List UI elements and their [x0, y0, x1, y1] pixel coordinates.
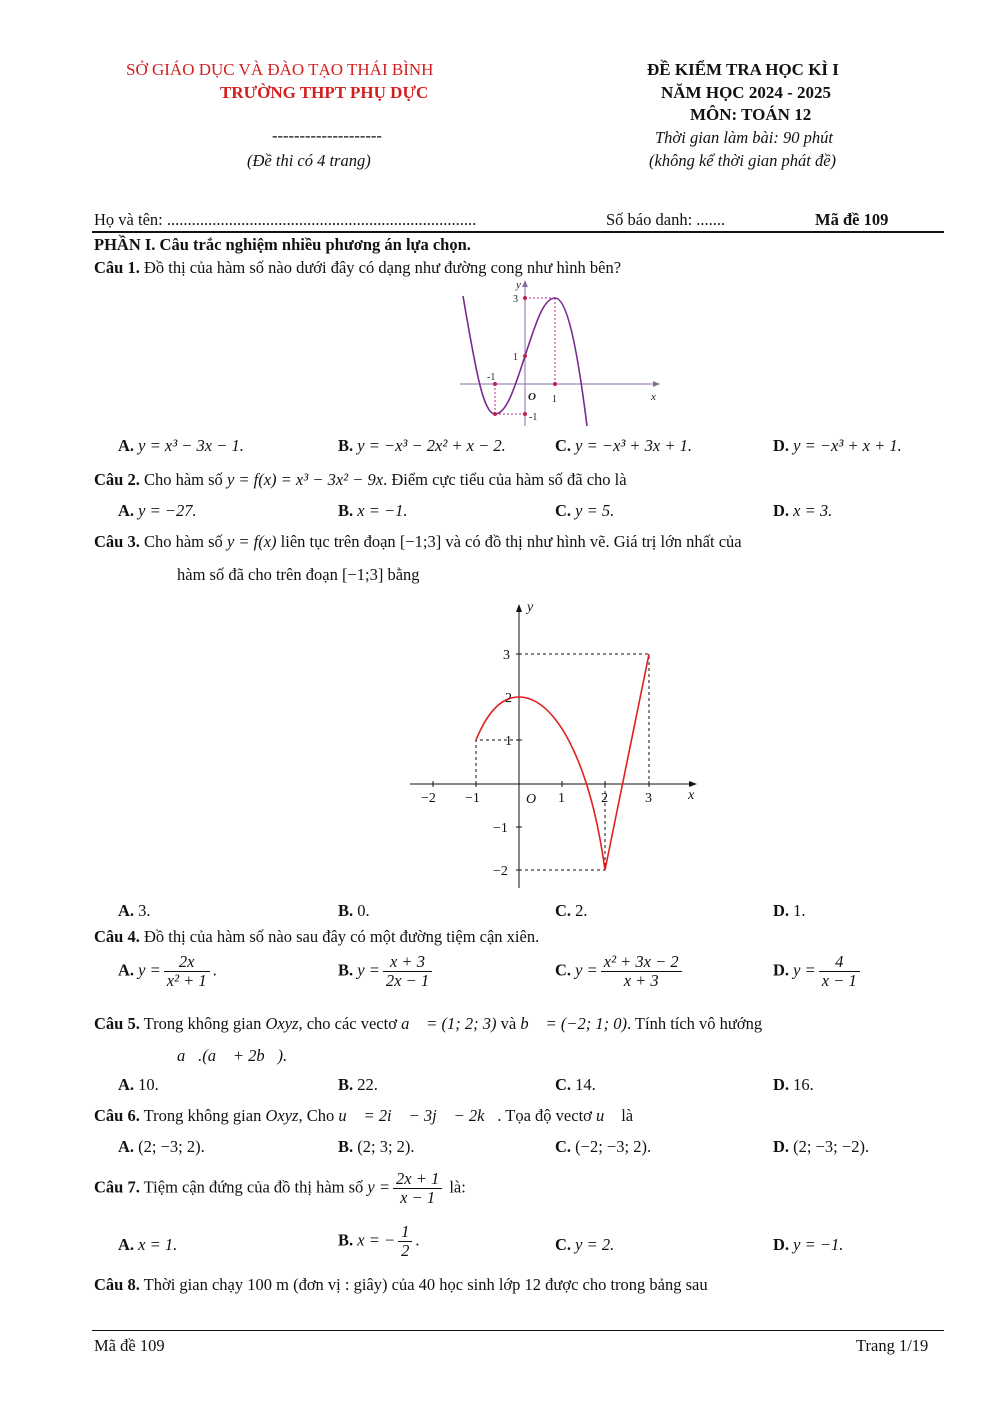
- q3-option-c[interactable]: C. 2.: [555, 901, 588, 920]
- svg-text:3: 3: [503, 648, 510, 663]
- q4-option-a[interactable]: A. y = $\frac{2x}{\text{x² + 1}}$ .: [118, 952, 217, 990]
- header-rule: [92, 231, 944, 233]
- svg-text:−2: −2: [421, 791, 436, 806]
- footer-rule: [92, 1330, 944, 1331]
- svg-text:1: 1: [558, 791, 565, 806]
- subject: MÔN: TOÁN 12: [690, 105, 812, 124]
- question-2: Câu 2. Cho hàm số y = f(x) = x³ − 3x² − 9x. Điểm cực tiểu của hàm số đã cho là: [94, 470, 627, 489]
- x-label: x: [688, 788, 695, 803]
- question-3: Câu 3. Cho hàm số y = f(x) liên tục trên đoạn [−1;3] và có đồ thị như hình vẽ. Giá trị lớn nhất của: [94, 532, 742, 551]
- y-label: y: [527, 600, 534, 615]
- q7-option-b[interactable]: B. x = − $\frac{1}{2}$ .: [338, 1222, 420, 1260]
- function-curve: [476, 654, 649, 870]
- question-number: Câu 1.: [94, 258, 140, 277]
- origin-label: O: [526, 792, 537, 807]
- pages-note: (Đề thi có 4 trang): [247, 151, 371, 170]
- page-number: Trang 1/19: [856, 1336, 929, 1355]
- student-id-label: Số báo danh: .......: [606, 210, 726, 229]
- q7-option-a[interactable]: A. x = 1.: [118, 1235, 178, 1254]
- x-axis-arrow: [653, 381, 660, 387]
- x-label: x: [651, 391, 656, 403]
- q6-option-b[interactable]: B. (2; 3; 2).: [338, 1137, 415, 1156]
- q3-option-b[interactable]: B. 0.: [338, 901, 370, 920]
- q5-option-b[interactable]: B. 22.: [338, 1075, 378, 1094]
- q2-option-b[interactable]: B. x = −1.: [338, 501, 408, 520]
- question-3-line2: hàm số đã cho trên đoạn [−1;3] bằng: [177, 565, 420, 584]
- q7-option-d[interactable]: D. y = −1.: [773, 1235, 844, 1254]
- footer-code: Mã đề 109: [94, 1336, 165, 1355]
- q5-option-d[interactable]: D. 16.: [773, 1075, 814, 1094]
- q3-option-d[interactable]: D. 1.: [773, 901, 806, 920]
- school-year: NĂM HỌC 2024 - 2025: [661, 83, 831, 102]
- q1-option-b[interactable]: B. y = −x³ − 2x² + x − 2.: [338, 436, 506, 455]
- tick-1: 1: [513, 352, 518, 363]
- name-field-label: Họ và tên: ...........................................................................: [94, 210, 477, 229]
- part-title: PHẦN I. Câu trắc nghiệm nhiều phương án lựa chọn.: [94, 235, 471, 254]
- svg-text:1: 1: [505, 734, 512, 749]
- q6-option-c[interactable]: C. (−2; −3; 2).: [555, 1137, 652, 1156]
- svg-text:−1: −1: [493, 821, 508, 836]
- q1-option-a[interactable]: A. y = x³ − 3x − 1.: [118, 436, 244, 455]
- q5-option-a[interactable]: A. 10.: [118, 1075, 159, 1094]
- exam-title: ĐỀ KIỂM TRA HỌC KÌ I: [647, 60, 839, 79]
- q4-option-d[interactable]: D. y = $\frac{4}{x - 1}$: [773, 953, 863, 990]
- q6-option-a[interactable]: A. (2; −3; 2).: [118, 1137, 205, 1156]
- svg-text:−1: −1: [465, 791, 480, 806]
- q5-option-c[interactable]: C. 14.: [555, 1075, 596, 1094]
- tick-3: 3: [513, 294, 518, 305]
- svg-text:3: 3: [645, 791, 652, 806]
- q3-option-a[interactable]: A. 3.: [118, 901, 151, 920]
- q1-option-c[interactable]: C. y = −x³ + 3x + 1.: [555, 436, 693, 455]
- question-4: Câu 4. Đồ thị của hàm số nào sau đây có một đường tiệm cận xiên.: [94, 927, 540, 946]
- q2-option-c[interactable]: C. y = 5.: [555, 501, 615, 520]
- question-1: [94, 258, 621, 278]
- tick-1-x: 1: [552, 394, 557, 405]
- svg-text:2: 2: [601, 791, 608, 806]
- y-axis-arrow: [522, 280, 528, 287]
- question-7: Câu 7. Tiệm cận đứng của đồ thị hàm số y = $\frac{2x + 1}{x - 1}$ là:: [94, 1169, 466, 1207]
- q6-option-d[interactable]: D. (2; −3; −2).: [773, 1137, 870, 1156]
- header-dashes: --------------------: [272, 126, 382, 145]
- question-text: Đồ thị của hàm số nào dưới đây có dạng như đường cong như hình bên?: [143, 258, 622, 277]
- tick-minus1-x: -1: [487, 372, 496, 383]
- q7-option-c[interactable]: C. y = 2.: [555, 1235, 615, 1254]
- question-5: Câu 5. Trong không gian Oxyz, cho các vectơ a⃗ = (1; 2; 3) và b⃗ = (−2; 1; 0). Tính tích vô hướng: [94, 1014, 763, 1033]
- q4-option-b[interactable]: B. y = $\frac{x + 3}{2x - 1}$: [338, 953, 435, 990]
- question-5-expression: a⃗.(a⃗ + 2b⃗).: [177, 1046, 288, 1065]
- q3-graph: [405, 596, 705, 896]
- school-name: TRƯỜNG THPT PHỤ DỰC: [220, 83, 429, 102]
- tick-minus1-y: -1: [529, 412, 538, 423]
- department-name: SỞ GIÁO DỤC VÀ ĐÀO TẠO THÁI BÌNH: [126, 60, 434, 79]
- question-8: Câu 8. Thời gian chạy 100 m (đơn vị : giây) của 40 học sinh lớp 12 được cho trong bảng sau: [94, 1275, 708, 1294]
- svg-text:−2: −2: [493, 864, 508, 879]
- time-note: (không kể thời gian phát đề): [649, 151, 837, 170]
- q1-option-d[interactable]: D. y = −x³ + x + 1.: [773, 436, 902, 455]
- exam-time: Thời gian làm bài: 90 phút: [655, 128, 833, 147]
- q1-graph: [455, 276, 665, 428]
- exam-code: Mã đề 109: [815, 210, 889, 229]
- q4-option-c[interactable]: C. y = $\frac{\text{x² + 3x − 2}}{x + 3}$: [555, 953, 685, 990]
- q2-option-a[interactable]: A. y = −27.: [118, 501, 197, 520]
- y-label: y: [516, 279, 521, 291]
- question-6: Câu 6. Trong không gian Oxyz, Cho u⃗ = 2i⃗ − 3j⃗ − 2k⃗. Tọa độ vectơ u⃗ là: [94, 1106, 634, 1125]
- svg-text:2: 2: [505, 691, 512, 706]
- q2-option-d[interactable]: D. x = 3.: [773, 501, 833, 520]
- origin-label: O: [528, 391, 536, 403]
